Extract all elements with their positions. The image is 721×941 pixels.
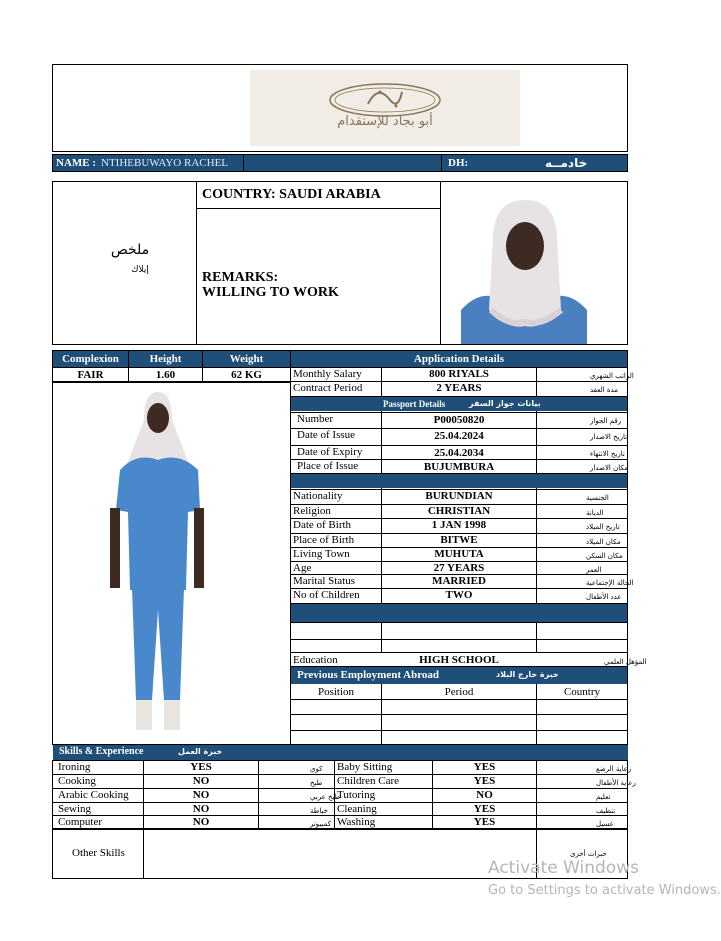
- logo-emblem-icon: [250, 70, 520, 146]
- personal-label: Date of Birth: [293, 519, 352, 531]
- passport-header: Passport Details بيانات جواز السفر: [291, 397, 627, 411]
- personal-label: Place of Birth: [293, 534, 355, 546]
- skill-label: Washing: [337, 816, 376, 828]
- application-value: 2 YEARS: [436, 382, 482, 394]
- passport-arabic: تاريخ الاصدار: [590, 433, 628, 441]
- personal-label: Living Town: [293, 548, 350, 560]
- remarks-label: REMARKS:: [202, 270, 279, 285]
- skill-arabic: تعليم: [596, 793, 611, 801]
- portrait-photo: [461, 198, 587, 344]
- passport-arabic: رقم الجواز: [590, 417, 622, 425]
- passport-label: Date of Issue: [297, 429, 356, 441]
- skill-value: NO: [476, 789, 493, 801]
- personal-label: Nationality: [293, 490, 343, 502]
- skill-value: YES: [473, 761, 496, 773]
- candidate-name: NTIHEBUWAYO RACHEL: [101, 157, 229, 169]
- passport-arabic: مكان الاصدار: [590, 464, 628, 472]
- complexion-value: FAIR: [77, 369, 104, 381]
- skill-arabic: رعاية الأطفال: [596, 779, 636, 787]
- personal-value: BURUNDIAN: [425, 490, 493, 502]
- skill-value: YES: [473, 816, 496, 828]
- skill-value: YES: [190, 761, 212, 773]
- country-field: COUNTRY: SAUDI ARABIA: [202, 187, 381, 202]
- activate-windows-subtitle: Go to Settings to activate Windows.: [488, 883, 721, 898]
- skill-label: Sewing: [58, 803, 91, 815]
- employment-country-header: Country: [563, 686, 601, 698]
- education-arabic: المؤهل العلمي: [604, 658, 647, 666]
- remarks-value: WILLING TO WORK: [202, 285, 339, 300]
- height-value: 1.60: [155, 369, 176, 381]
- personal-value: TWO: [445, 589, 473, 601]
- passport-value: 25.04.2034: [434, 447, 484, 459]
- application-value: 800 RIYALS: [429, 368, 489, 380]
- application-label: Contract Period: [293, 382, 363, 394]
- personal-label: Religion: [293, 505, 331, 517]
- job-title-arabic: خادمــه: [545, 156, 588, 170]
- skill-label: Tutoring: [337, 789, 376, 801]
- skill-arabic: غسيل: [596, 820, 614, 828]
- logo-arabic-name: أبو بجاد للإستقدام: [337, 114, 433, 129]
- education-label: Education: [293, 654, 338, 666]
- skill-label: Arabic Cooking: [58, 789, 129, 801]
- section-divider-bar-2: [291, 604, 627, 622]
- personal-value: MUHUTA: [434, 548, 484, 560]
- name-label: NAME :: [56, 157, 97, 169]
- passport-value: 25.04.2024: [434, 430, 484, 442]
- other-skills-label: Other Skills: [72, 847, 125, 859]
- skill-arabic: خياطة: [310, 807, 328, 815]
- skill-value: NO: [192, 803, 210, 815]
- skill-value: NO: [192, 789, 210, 801]
- dh-label: DH:: [448, 157, 469, 169]
- row-divider: [290, 412, 628, 413]
- personal-arabic: الحالة الإجتماعية: [586, 579, 634, 587]
- weight-header: Weight: [229, 353, 264, 365]
- personal-arabic: عدد الأطفال: [586, 593, 622, 601]
- personal-value: MARRIED: [432, 575, 486, 587]
- passport-value: BUJUMBURA: [423, 461, 495, 473]
- skill-label: Cleaning: [337, 803, 377, 815]
- employment-period-header: Period: [444, 686, 474, 698]
- skill-label: Children Care: [337, 775, 400, 787]
- personal-label: Age: [293, 562, 312, 574]
- column-divider: [536, 488, 537, 603]
- personal-label: Marital Status: [293, 575, 356, 587]
- skill-label: Computer: [58, 816, 102, 828]
- education-value: HIGH SCHOOL: [419, 654, 499, 666]
- column-divider: [536, 411, 537, 473]
- skill-arabic: كمبيوتر: [310, 820, 332, 828]
- personal-arabic: الجنسية: [586, 494, 609, 502]
- section-divider-bar: [291, 474, 627, 488]
- application-arabic: الراتب الشهري: [590, 372, 634, 380]
- personal-arabic: مكان السكن: [586, 552, 623, 560]
- passport-label: Number: [297, 413, 334, 425]
- skill-value: YES: [473, 775, 496, 787]
- company-logo: [250, 70, 520, 146]
- application-header: Application Details: [291, 351, 627, 367]
- passport-arabic: تاريخ الانتهاء: [590, 450, 625, 458]
- passport-value: P00050820: [433, 414, 485, 426]
- personal-arabic: الديانة: [586, 509, 604, 517]
- skill-arabic: كوي: [310, 765, 323, 773]
- personal-value: BITWE: [440, 534, 478, 546]
- personal-arabic: العمر: [586, 566, 602, 574]
- skill-value: NO: [192, 775, 210, 787]
- personal-arabic: تاريخ الميلاد: [586, 523, 620, 531]
- employment-position-header: Position: [317, 686, 355, 698]
- personal-value: CHRISTIAN: [427, 505, 491, 517]
- name-bar: [52, 154, 628, 172]
- application-arabic: مدة العقد: [590, 386, 618, 394]
- application-label: Monthly Salary: [293, 368, 362, 380]
- employment-header: Previous Employment Abroad خبرة خارج البلاد: [291, 667, 627, 684]
- skill-arabic: طبخ عربي: [310, 793, 341, 801]
- complexion-header: Complexion: [62, 353, 119, 365]
- personal-value: 27 YEARS: [433, 562, 485, 574]
- passport-label: Date of Expiry: [297, 446, 363, 458]
- summary-arabic-title: ملخص: [110, 242, 150, 258]
- personal-arabic: مكان الميلاد: [586, 538, 621, 546]
- personal-label: No of Children: [293, 589, 360, 601]
- full-body-photo: [106, 390, 206, 735]
- skill-value: NO: [192, 816, 210, 828]
- personal-value: 1 JAN 1998: [431, 519, 487, 531]
- skill-label: Baby Sitting: [337, 761, 393, 773]
- skill-value: YES: [473, 803, 496, 815]
- weight-value: 62 KG: [231, 369, 262, 381]
- other-skills-arabic: خبرات أخرى: [570, 850, 607, 858]
- activate-windows-title: Activate Windows: [488, 858, 639, 878]
- skill-arabic: رعاية الرضع: [596, 765, 632, 773]
- skill-label: Cooking: [58, 775, 96, 787]
- skill-arabic: تنظيف: [596, 807, 616, 815]
- skill-label: Ironing: [58, 761, 91, 773]
- passport-label: Place of Issue: [297, 460, 359, 472]
- skills-header: Skills & Experience خبرة العمل: [53, 745, 628, 760]
- summary-arabic-sub: إيلاك: [131, 265, 149, 275]
- skill-arabic: طبخ: [310, 779, 323, 787]
- height-header: Height: [149, 353, 182, 365]
